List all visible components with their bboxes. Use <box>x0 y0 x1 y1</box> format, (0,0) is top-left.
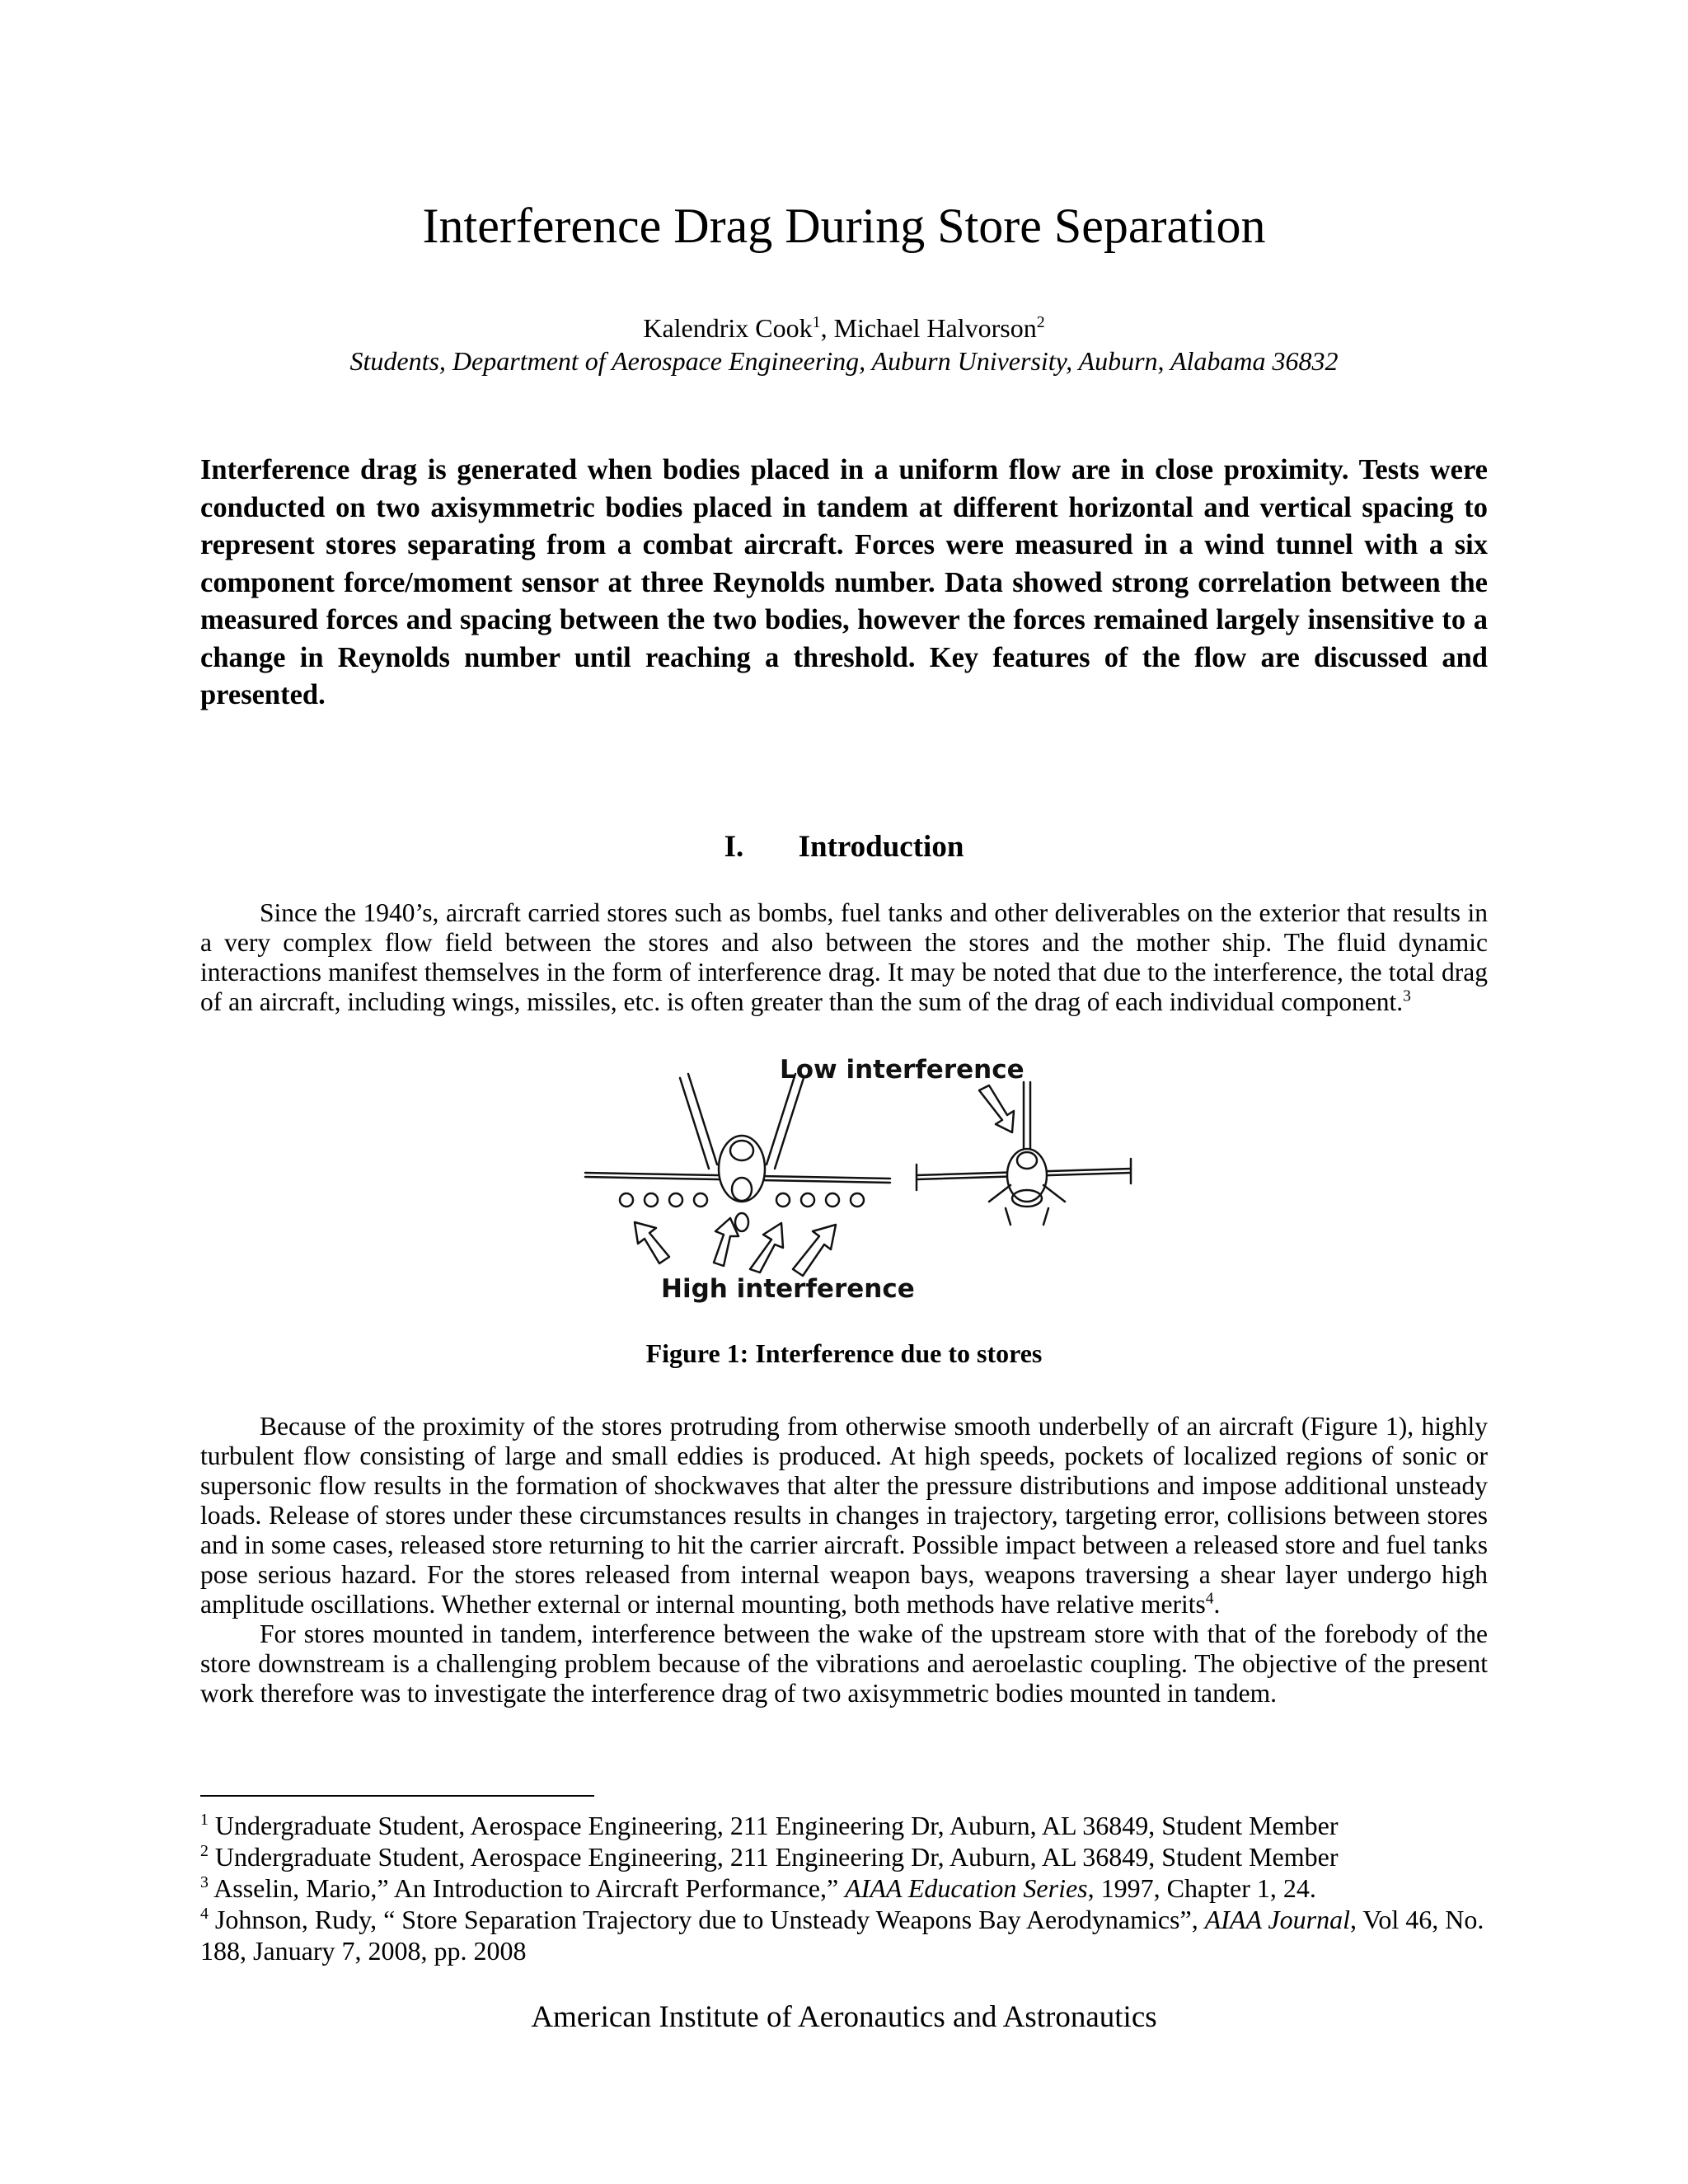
section-heading <box>0 829 1688 865</box>
footnote-2 <box>200 1841 1488 1872</box>
footnote-text: Undergraduate Student, Aerospace Engineering, 211 Engineering Dr, Auburn, AL 36849, Student Member <box>208 1842 1339 1872</box>
footnote-mark: 4 <box>200 1905 209 1924</box>
footnote-text: Asselin, Mario,” An Introduction to Aircraft Performance,” <box>208 1873 846 1903</box>
label-low-interference: Low interference <box>780 1055 1025 1085</box>
intro-paragraphs-2-3 <box>200 1412 1488 1708</box>
footnotes <box>200 1810 1488 1966</box>
section-number: I. <box>724 830 744 864</box>
footnote-mark: 1 <box>200 1811 209 1830</box>
arrows-high-interference-icon <box>635 1218 836 1276</box>
abstract: Interference drag is generated when bodies placed in a uniform flow are in close proximity. Tests were conducted on two axisymmetric bodies placed in tandem at different horizontal and vertical spacing to represent stores separating from a combat aircraft. Forces were measured in a wind tunnel with a six component force/moment sensor at three Reynolds number. Data showed strong correlation between the measured forces and spacing between the two bodies, however the forces remained largely insensitive to a change in Reynolds number until reaching a threshold. Key features of the flow are discussed and presented. <box>200 454 1488 710</box>
page-footer: American Institute of Aeronautics and Astronautics <box>531 2000 1157 2034</box>
footnote-text: , 1997, Chapter 1, 24. <box>1087 1873 1316 1903</box>
figure-interference-diagram <box>577 1053 1154 1309</box>
footnote-mark: 3 <box>200 1873 209 1892</box>
author-line <box>0 312 1688 344</box>
footnote-3 <box>200 1872 1488 1904</box>
right-aircraft-icon <box>917 1082 1131 1225</box>
section-title: Introduction <box>798 830 964 864</box>
intro-paragraph-3: For stores mounted in tandem, interference between the wake of the upstream store with that of the forebody of the store downstream is a challenging problem because of the vibrations and aeroelastic coupling. The objective of the present work therefore was to investigate the interference drag of two axisymmetric bodies mounted in tandem. <box>200 1619 1488 1708</box>
footnote-italic: AIAA Journal <box>1204 1905 1350 1934</box>
footnote-text: Undergraduate Student, Aerospace Engineering, 211 Engineering Dr, Auburn, AL 36849, Student Member <box>208 1811 1339 1840</box>
figure-caption: Figure 1: Interference due to stores <box>645 1338 1043 1368</box>
affiliation: Students, Department of Aerospace Engineering, Auburn University, Auburn, Alabama 36832 <box>349 346 1339 376</box>
footnote-mark: 2 <box>200 1842 209 1861</box>
footnote-1 <box>200 1810 1488 1841</box>
left-aircraft-icon <box>585 1074 890 1231</box>
label-high-interference: High interference <box>661 1274 915 1304</box>
author-footnote-mark-2: 2 <box>1036 313 1045 332</box>
paper-title: Interference Drag During Store Separation <box>422 199 1266 253</box>
footnote-italic: AIAA Education Series <box>845 1873 1088 1903</box>
intro-paragraph-2-text: Because of the proximity of the stores protruding from otherwise smooth underbelly of an aircraft (Figure 1), highly turbulent flow consisting of large and small eddies is produced. At high speeds, pockets of localized regions of sonic or supersonic flow results in the formation of shockwaves that alter the pressure distributions and impose additional unsteady loads. Release of stores under these circumstances results in changes in trajectory, targeting error, collisions between stores and in some cases, released store returning to hit the carrier aircraft. Possible impact between a released store and fuel tanks pose serious hazard. For the stores released from internal weapon bays, weapons traversing a shear layer undergo high amplitude oscillations. Whether external or internal mounting, both methods have relative merits <box>200 1412 1488 1619</box>
arrow-low-interference-icon <box>979 1085 1014 1132</box>
footnote-text: Johnson, Rudy, “ Store Separation Trajectory due to Unsteady Weapons Bay Aerodynamics”, <box>208 1905 1205 1934</box>
footnote-4 <box>200 1904 1488 1966</box>
footnote-text: , Vol 46, No. 188, January 7, 2008, pp. 2008 <box>200 1905 1484 1966</box>
intro-paragraph-2 <box>200 1412 1488 1619</box>
author-footnote-mark-1: 1 <box>812 313 821 332</box>
author-name-2: , Michael Halvorson <box>820 313 1037 343</box>
intro-paragraph-2-end: . <box>1213 1590 1221 1619</box>
ref-mark-4: 4 <box>1205 1590 1214 1608</box>
footnote-divider <box>200 1795 594 1797</box>
intro-paragraph-1 <box>200 898 1488 1017</box>
ref-mark-3: 3 <box>1403 987 1411 1005</box>
author-name-1: Kalendrix Cook <box>643 313 813 343</box>
intro-paragraph-1-text: Since the 1940’s, aircraft carried stores such as bombs, fuel tanks and other deliverables on the exterior that results in a very complex flow field between the stores and also between the stores and the mother ship. The fluid dynamic interactions manifest themselves in the form of interference drag. It may be noted that due to the interference, the total drag of an aircraft, including wings, missiles, etc. is often greater than the sum of the drag of each individual component. <box>200 898 1488 1016</box>
